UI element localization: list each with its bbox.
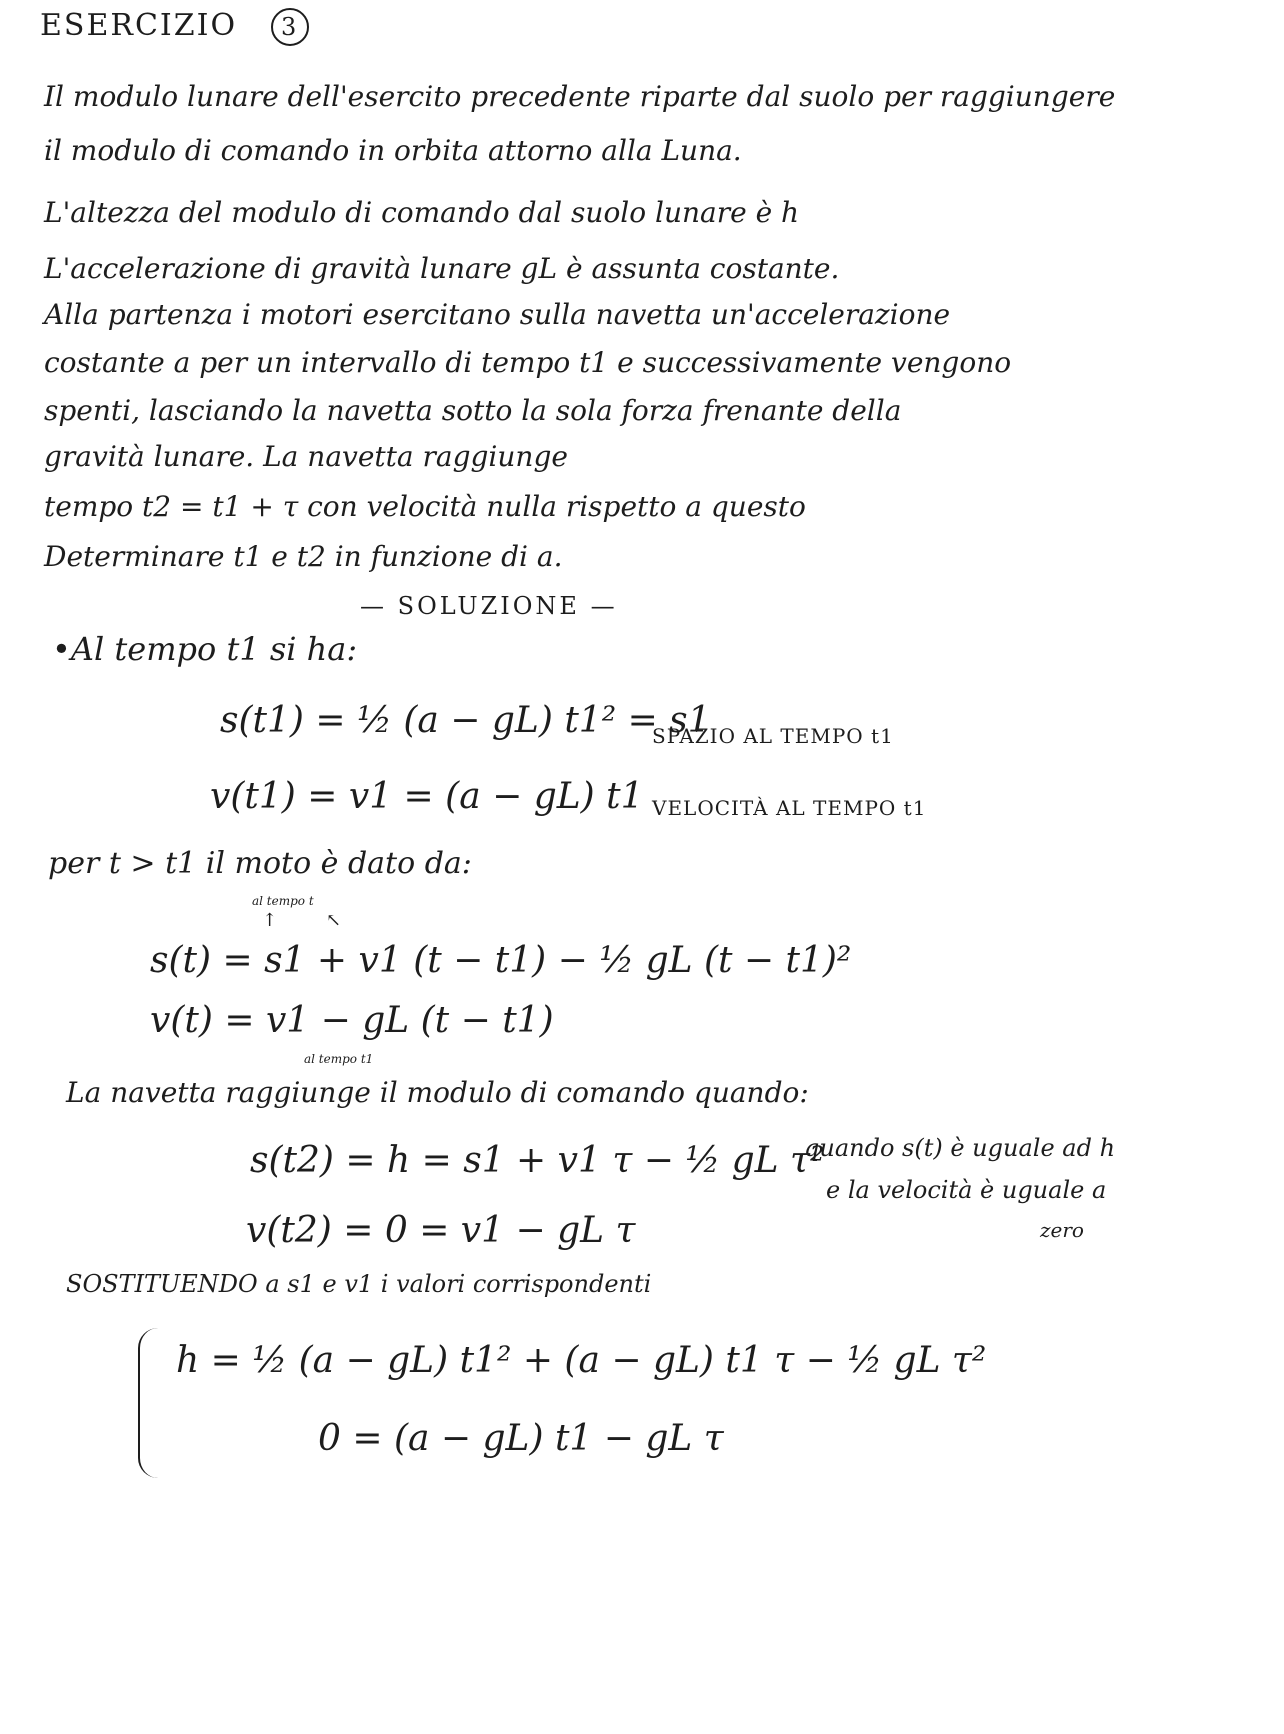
problem-line-5: Alla partenza i motori esercitano sulla navetta un'accelerazione <box>44 298 951 331</box>
side-note-line-2: e la velocità è uguale a <box>826 1176 1107 1204</box>
reach-condition-intro: La navetta raggiunge il modulo di comando quando: <box>66 1076 809 1109</box>
annotation-at-time: al tempo t <box>252 894 314 908</box>
problem-line-9: tempo t2 = t1 + τ con velocità nulla rispetto a questo <box>44 490 806 523</box>
problem-line-7: spenti, lasciando la navetta sotto la sola forza frenante della <box>44 394 902 427</box>
problem-line-4: L'accelerazione di gravità lunare gL è assunta costante. <box>44 252 840 285</box>
problem-line-10: Determinare t1 e t2 in funzione di a. <box>44 540 563 573</box>
equation-velocity-t2: v(t2) = 0 = v1 − gL τ <box>246 1210 636 1251</box>
motion-intro: per t > t1 il moto è dato da: <box>48 846 472 881</box>
note-space-t1: SPAZIO AL TEMPO t1 <box>652 724 894 748</box>
exercise-number: 3 <box>271 8 309 46</box>
note-velocity-t1: VELOCITÀ AL TEMPO t1 <box>652 796 927 820</box>
side-note-line-3: zero <box>1040 1218 1084 1242</box>
solution-intro: •Al tempo t1 si ha: <box>52 630 358 668</box>
substitution-intro: SOSTITUENDO a s1 e v1 i valori corrispondenti <box>66 1270 652 1298</box>
problem-line-1: Il modulo lunare dell'esercito precedente riparte dal suolo per raggiungere <box>44 80 1116 113</box>
problem-line-3: L'altezza del modulo di comando dal suolo lunare è h <box>44 196 800 229</box>
problem-line-2: il modulo di comando in orbita attorno alla Luna. <box>44 134 742 167</box>
equation-velocity-t: v(t) = v1 − gL (t − t1) <box>150 1000 554 1041</box>
problem-line-6: costante a per un intervallo di tempo t1 e successivamente vengono <box>44 346 1012 379</box>
side-note-line-1: quando s(t) è uguale ad h <box>804 1134 1116 1162</box>
problem-line-8: gravità lunare. La navetta raggiunge <box>44 440 568 473</box>
arrow-up-icon: ↑ <box>262 910 278 931</box>
equation-position-t1: s(t1) = ½ (a − gL) t1² = s1 <box>220 700 711 741</box>
exercise-title <box>40 8 309 46</box>
solution-title: — SOLUZIONE — <box>360 592 618 620</box>
system-equation-2: 0 = (a − gL) t1 − gL τ <box>318 1418 724 1459</box>
system-brace <box>138 1328 162 1478</box>
annotation-at-time-2: al tempo t1 <box>304 1052 374 1066</box>
equation-position-t2: s(t2) = h = s1 + v1 τ − ½ gL τ² <box>250 1140 825 1181</box>
equation-velocity-t1: v(t1) = v1 = (a − gL) t1 <box>210 776 644 817</box>
exercise-title-text: ESERCIZIO <box>40 8 238 43</box>
arrow-up-icon-2: ↖ <box>326 910 342 931</box>
system-equation-1: h = ½ (a − gL) t1² + (a − gL) t1 τ − ½ gL τ² <box>176 1340 987 1381</box>
equation-position-t: s(t) = s1 + v1 (t − t1) − ½ gL (t − t1)² <box>150 940 852 981</box>
